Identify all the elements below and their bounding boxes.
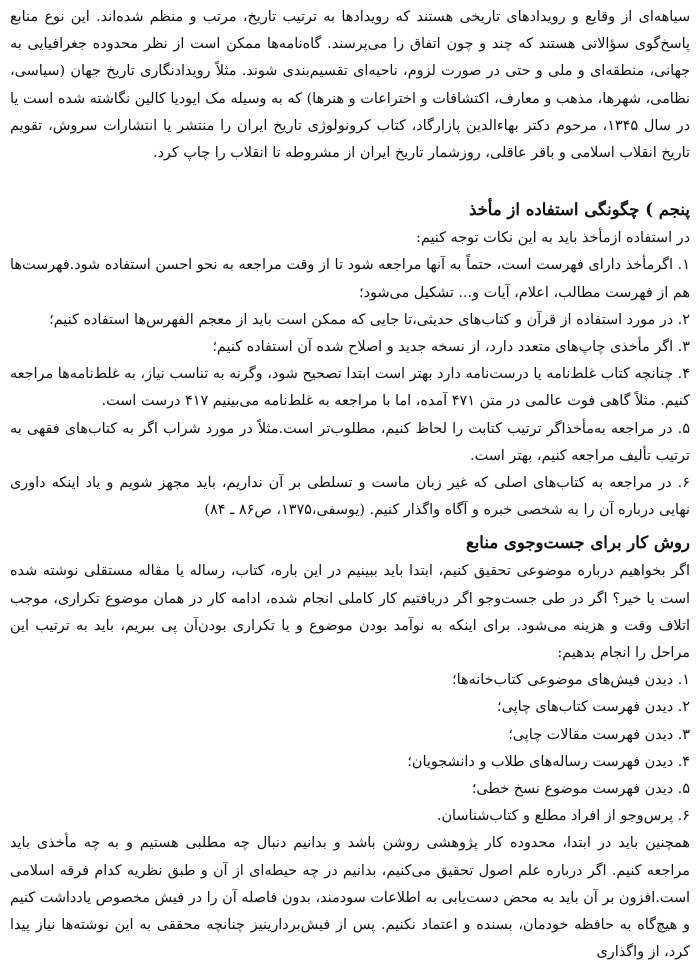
section-5-item-1: ۱. اگرمأخذ دارای فهرست است، حتماً به آنها مراجعه شود تا از وقت مراجعه به نحو احسن استفاده شود.فهرست‌ها هم از فهرست مطالب، اعلام، آیات و... تشکیل می‌شود؛ [10,257,690,301]
search-step-6: ۶. پرس‌وجو از افراد مطلع و کتاب‌شناسان. [436,808,690,825]
intro-paragraph: سیاهه‌ای از وقایع و رویدادهای تاریخی هستند که رویدادها به ترتیب تاریخ، مرتب و منظم شده‌اند. این نوع منابع پاسخ‌گوی سؤالاتی هستند که چند و چون اتفاق را می‌پرسند. گاه‌نامه‌ها ممکن است از نظر محدوده جغرافیایی به جهانی، منطقه‌ای و ملی و حتی در صورت لزوم، ناحیه‌ای تقسیم‌بندی شوند. مثلاً رویدادنگاری تاریخ جهان (سیاسی، نظامی، شهرها، مذهب و معارف، اکتشافات و اختراعات و هنرها) که به وسیله مک ایودیا کالین نگاشته شده است یا در سال ۱۳۴۵، مرحوم دکتر بهاءالدین پازارگاد، کتاب کرونولوژی تاریخ ایران را منتشر یا انتشارات سروش، تقویم تاریخ انقلاب اسلامی و باقر عاقلی، روزشمار تاریخ ایران از مشروطه تا انقلاب را چاپ کرد. [10,9,691,162]
section-5-item-4: ۴. چنانچه کتاب غلط‌نامه یا درست‌نامه دارد بهتر است ابتدا تصحیح شود، وگرنه به تناسب نیاز، به غلط‌نامه‌ها مراجعه کنیم. مثلاً گاهی فوت عالمی در متن ۴۷۱ آمده، اما با مراجعه به غلط‌نامه می‌بینیم ۴۱۷ درست است. [10,366,690,410]
search-step-1: ۱. دیدن فیش‌های موضوعی کتاب‌خانه‌ها؛ [452,672,690,689]
section-5-intro: در استفاده ازمأخذ باید به این نکات توجه کنیم: [416,230,690,247]
search-method-intro: اگر بخواهیم درباره موضوعی تحقیق کنیم، ابتدا باید ببینیم در این باره، کتاب، رساله یا مقاله مستقلی نوشته شده است یا خیر؟ اگر در طی جست‌وجو اگر دریافتیم کار کاملی انجام شده، ادامه کار در همان موضوع تکراری، موجب اتلاف وقت و هزینه می‌شود. برای اینکه به نوآمد بودن موضوع و یا تکراری بودن‌آن پی ببریم، باید به ترتیب این مراحل را انجام بدهیم: [10,563,690,662]
section-5-item-3: ۳. اگر مأخذی چاپ‌های متعدد دارد، از نسخه جدید و اصلاح شده آن استفاده کنیم؛ [212,339,690,356]
section-5-item-5: ۵. در مراجعه به‌مأخذاگر ترتیب کتابت را لحاظ کنیم، مطلوب‌تر است.مثلاً در مورد شراب اگر به کتاب‌های فقهی به ترتیب تألیف مراجعه کنیم، بهتر است. [10,420,690,464]
section-5-heading: پنجم ) چگونگی استفاده از مأخذ [468,200,690,220]
search-method-heading: روش کار برای جست‌وجوی منابع [465,533,690,553]
section-5-item-2: ۲. در مورد استفاده از قرآن و کتاب‌های حدیثی،تا جایی که ممکن است باید از معجم الفهرس‌ها استفاده کنیم؛ [49,311,690,328]
search-method-closing: همچنین باید در ابتدا، محدوده کار پژوهشی روشن باشد و بدانیم دنبال چه مطلبی هستیم و به چه مأخذی باید مراجعه کنیم. اگر درباره علم اصول تحقیق می‌کنیم، بدانیم در چه حیطه‌ای از آن و طبق نظریه کدام فرقه اسلامی است.افزون بر آن باید به محض دست‌یابی به اطلاعات سودمند، بدون فاصله آن را در فیش مخصوص یادداشت کنیم و هیچ‌گاه به حافظه خودمان، بسنده و اعتماد نکنیم. پس از فیش‌بردارینیز چنانچه محققی به این نوشته‌ها نیاز پیدا کرد، از واگذاری [10,835,690,961]
section-5-item-6: ۶. در مراجعه به کتاب‌های اصلی که غیر زبان ماست و تسلطی بر آن نداریم، باید مجهز شویم و یاد اینکه داوری نهایی درباره آن را به شخصی خبره و آگاه واگذار کنیم. (یوسفی،۱۳۷۵، ص۸۶ ـ ۸۴) [10,475,690,519]
search-step-4: ۴. دیدن فهرست رساله‌های طلاب و دانشجویان؛ [407,753,690,770]
search-step-2: ۲. دیدن فهرست کتاب‌های چاپی؛ [497,699,690,716]
spacer [10,167,690,195]
search-step-5: ۵. دیدن فهرست موضوع نسخ خطی؛ [471,781,690,798]
search-step-3: ۳. دیدن فهرست مقالات چاپی؛ [508,726,690,743]
